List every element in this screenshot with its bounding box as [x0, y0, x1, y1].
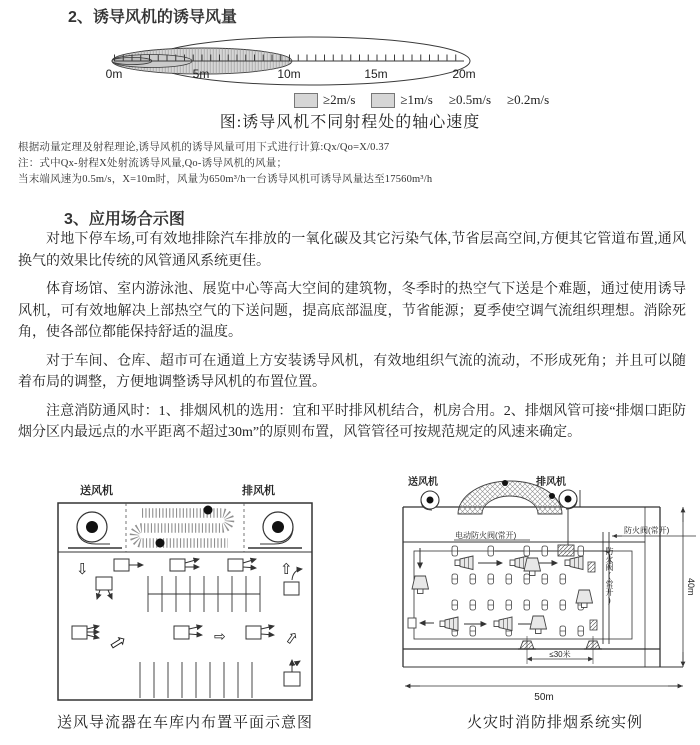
exhaust-fan-label: 排风机: [536, 477, 566, 488]
induced-fan-box: [72, 626, 99, 639]
garage-layout-diagram: [56, 480, 314, 706]
down-block-arrow-icon: ⇩: [76, 561, 89, 578]
induction-nozzle-icon: [565, 556, 583, 570]
curved-up-arrow-icon: ⇧: [280, 628, 302, 650]
legend-label: ≥0.5m/s: [448, 92, 492, 107]
scale-label-15m: 15m: [364, 67, 388, 81]
induced-fan-box: [246, 626, 274, 639]
induced-fan-box: [174, 626, 202, 639]
paragraph: 对于车间、仓库、超市可在通道上方安装诱导风机，有效地组织气流的流动，不形成死角；并且可以随着布局的调整，方便地调整诱导风机的布置位置。: [18, 353, 686, 390]
scale-label-10m: 10m: [277, 67, 301, 81]
section2-heading: 2、诱导风机的诱导风量: [68, 9, 237, 26]
induced-fan-box: [96, 577, 112, 599]
right-block-arrow-icon: ⇨: [214, 628, 226, 644]
exhaust-fan-icon: [559, 490, 580, 509]
wall-grille-icon: [590, 620, 597, 630]
supply-fan-label: 送风机: [80, 485, 113, 497]
induction-nozzle-icon: [440, 617, 458, 631]
garage-diagram-caption: 送风导流器在车库内布置平面示意图: [56, 715, 313, 731]
scale-label-5m: 5m: [192, 67, 210, 81]
legend-item-05ms: [449, 92, 491, 108]
supply-fan-icon: [68, 512, 122, 548]
up-block-arrow-icon: ⇧: [280, 561, 293, 578]
legend-item-2ms: [294, 92, 355, 108]
legend-label: ≥0.2m/s: [507, 92, 550, 107]
velocity-legend: [294, 92, 549, 108]
legend-label: ≥1m/s: [400, 92, 433, 107]
paragraph: 体育场馆、室内游泳池、展览中心等高大空间的建筑物，冬季时的热空气下送是个难题，通过使用诱导风机，可有效地解决上部热空气的下送问题，提高底部温度，节省能源；夏季使空调气流组织理想。消除死角，使各部位都能保持舒适的温度。: [18, 282, 686, 340]
flow-node-icon: [549, 493, 555, 499]
fire-damper-top-label: 防火阀(常开): [624, 526, 670, 535]
jet-contour-diagram: [92, 34, 517, 92]
paragraph: 注意消防通风时：1、排烟风机的选用：宜和平时排风机结合，机房合用。2、排烟风管可接“排烟口距防烟分区内最远点的水平距离不超过30m”的原则布置，风管管径可按规范规定的风速来确定。: [18, 403, 686, 440]
flow-node-icon: [204, 506, 213, 515]
note-line: 根据动量定理及射程理论,诱导风机的诱导风量可用下式进行计算:Qx/Qo=X/0.37: [18, 142, 390, 153]
flow-node-icon: [156, 539, 165, 548]
note-line: 注：式中Qx-射程X处射流诱导风量,Qo-诱导风机的风量；: [18, 158, 288, 169]
induction-nozzle-down-icon: [524, 558, 541, 576]
legend-item-02ms: [507, 92, 549, 108]
wall-outlet-box: [408, 618, 416, 628]
figure-caption: 图:诱导风机不同射程处的轴心速度: [219, 114, 481, 131]
fire-smoke-system-diagram: [400, 474, 700, 706]
body-text: [18, 229, 686, 451]
supply-fan-label: 送风机: [408, 477, 438, 488]
dim-50m-label: 50m: [534, 692, 554, 703]
curved-flow-arrow-icon: ⇨: [105, 628, 132, 657]
flow-node-icon: [502, 480, 508, 486]
supply-fan-icon: [421, 491, 439, 510]
induced-fan-box: [228, 559, 256, 571]
notes-block: [18, 140, 638, 188]
scale-label-20m: 20m: [452, 67, 476, 81]
dim-40m-label: 40m: [686, 578, 696, 596]
paragraph: 对地下停车场,可有效地排除汽车排放的一氧化碳及其它污染气体,节省层高空间,方便其它管道布置,通风换气的效果比传统的风管通风系统更佳。: [18, 232, 686, 269]
legend-label: ≥2m/s: [323, 92, 356, 107]
exhaust-fan-label: 排风机: [242, 485, 275, 497]
flexible-connector-icon: [558, 545, 574, 556]
scale-label-0m: 0m: [105, 67, 123, 81]
legend-swatch-gray-icon: [371, 93, 395, 108]
induction-nozzle-down-icon: [530, 616, 547, 634]
fire-damper-shaft-label: 防火阀(常开): [605, 547, 614, 605]
induction-nozzle-icon: [494, 617, 512, 631]
parking-stalls-upper: [148, 576, 260, 612]
induced-fan-box: [114, 559, 143, 571]
dim-30m-label: ≤30米: [549, 650, 571, 659]
induced-fan-box: [170, 559, 199, 571]
induction-nozzle-down-icon: [412, 576, 429, 594]
wall-grille-icon: [588, 562, 595, 572]
electric-fire-damper-label: 电动防火阀(常开): [455, 531, 517, 540]
parking-stalls-lower: [140, 662, 252, 698]
legend-item-1ms: [371, 92, 432, 108]
exhaust-fan-icon: [248, 512, 302, 548]
note-line: 当末端风速为0.5m/s，X=10m时，风量为650m³/h一台诱导风机可诱导风量达至17560m³/h: [18, 174, 433, 185]
exhaust-outlet-box: [284, 660, 300, 686]
induction-nozzle-icon: [455, 556, 473, 570]
section3-heading: 3、应用场合示图: [64, 211, 185, 228]
fire-diagram-caption: 火灾时消防排烟系统实例: [466, 715, 643, 731]
airflow-serpentine: [135, 513, 230, 543]
legend-swatch-gray-icon: [294, 93, 318, 108]
